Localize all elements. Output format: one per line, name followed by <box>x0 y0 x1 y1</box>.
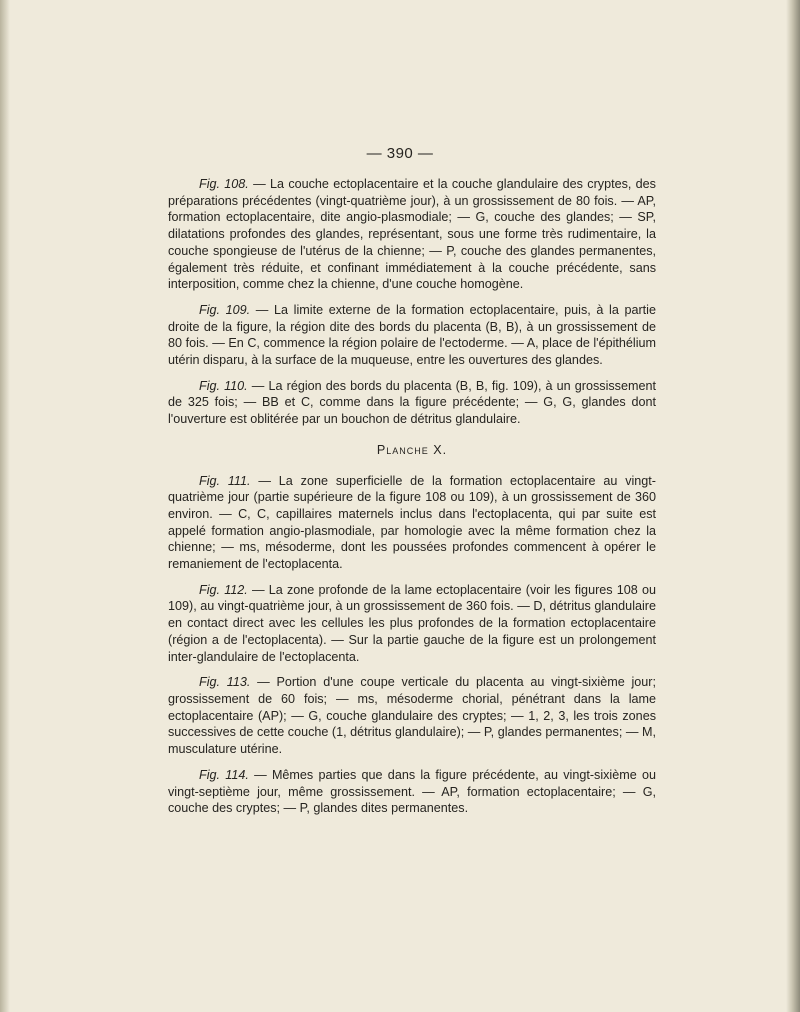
paragraph-text: — Mêmes parties que dans la figure précédente, au vingt-sixième ou vingt-septième jour, même grossissement. — AP, formation ectoplacentaire; — G, couche des cryptes; — P, glandes dites permanentes. <box>168 767 656 816</box>
paragraph-text: — La couche ectoplacentaire et la couche glandulaire des cryptes, des préparations précédentes (vingt-quatrième jour), à un grossissement de 80 fois. — AP, formation ectoplacentaire, dite angio-plasmodiale; — G, couche des glandes; — SP, dilatations profondes des glandes, représentant, sous une forme très rudimentaire, la couche spongieuse de l'utérus de la chienne; — P, couche des glandes permanentes, également très réduite, et confinant immédiatement à la couche précédente, sans interposition, comme chez la chienne, d'une couche homogène. <box>168 177 656 292</box>
paragraph-fig-113 <box>168 674 656 758</box>
figure-label: Fig. 108. <box>199 177 249 191</box>
paragraph-fig-114 <box>168 767 656 817</box>
section-heading: Planche X. <box>376 442 448 457</box>
text-block <box>168 176 656 826</box>
paragraph-text: — La limite externe de la formation ectoplacentaire, puis, à la partie droite de la figure, la région dite des bords du placenta (B, B), à un grossissement de 80 fois. — En C, commence la région polaire de l'ectoderme. — A, place de l'épithélium utérin disparu, à la surface de la muqueuse, entre les ouvertures des glandes. <box>168 302 656 368</box>
paragraph-fig-108 <box>168 176 656 293</box>
paragraph-fig-111 <box>168 473 656 573</box>
paragraph-text: — La zone profonde de la lame ectoplacentaire (voir les figures 108 ou 109), au vingt-quatrième jour, à un grossissement de 360 fois. — D, détritus glandulaire en contact direct avec les cellules les plus profondes de la formation ectoplacentaire (région a de l'ectoplacenta). — Sur la partie gauche de la figure est un prolongement inter-glandulaire de l'ectoplacenta. <box>168 582 656 664</box>
figure-label: Fig. 112. <box>199 582 248 597</box>
figure-label: Fig. 110. <box>199 378 248 393</box>
figure-label: Fig. 109. <box>199 302 251 317</box>
paragraph-text: — La région des bords du placenta (B, B, fig. 109), à un grossissement de 325 fois; — BB et C, comme dans la figure précédente; — G, G, glandes dont l'ouverture est oblitérée par un bouchon de détritus glandulaire. <box>168 378 656 427</box>
figure-label: Fig. 114. <box>199 767 249 782</box>
paragraph-fig-110 <box>168 378 656 428</box>
paragraph-fig-112 <box>168 582 656 666</box>
paragraph-text: — Portion d'une coupe verticale du placenta au vingt-sixième jour; grossissement de 60 fois; — ms, mésoderme chorial, pénétrant dans la lame ectoplacentaire (AP); — G, couche glandulaire des cryptes; — 1, 2, 3, les trois zones successives de cette couche (1, détritus glandulaire); — P, glandes permanentes; — M, musculature utérine. <box>168 675 656 757</box>
page-number: — 390 — <box>366 145 434 162</box>
paragraph-text: — La zone superficielle de la formation ectoplacentaire au vingt-quatrième jour (partie supérieure de la figure 108 ou 109), à un grossissement de 360 environ. — C, C, capillaires maternels inclus dans l'ectoplacenta, qui par suite est appelé formation angio-plasmodiale, par homologie avec la même formation chez la chienne; — ms, mésoderme, dont les poussées profondes commencent à opérer le remaniement de l'ectoplacenta. <box>168 473 656 572</box>
figure-label: Fig. 113. <box>199 675 251 690</box>
figure-label: Fig. 111. <box>199 473 251 488</box>
paragraph-fig-109 <box>168 302 656 369</box>
